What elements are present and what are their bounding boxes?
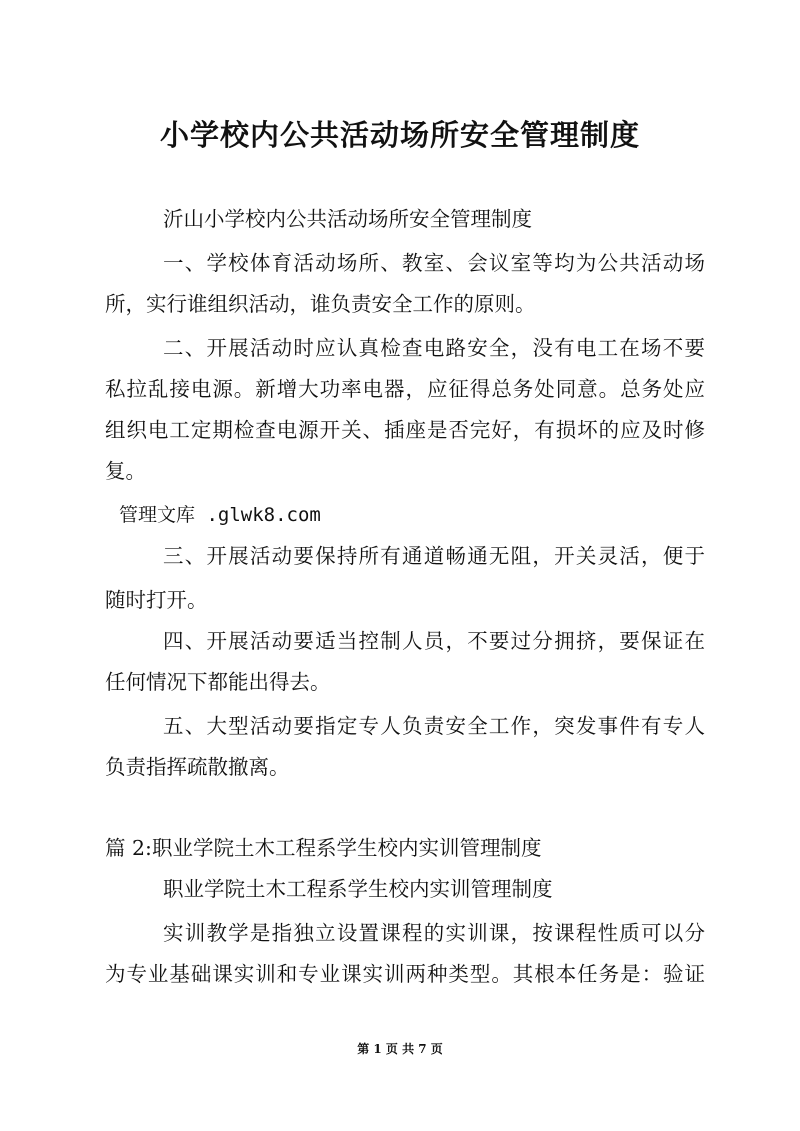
text-line: 三、开展活动要保持所有通道畅通无阻，开关灵活，便于 [163,544,705,568]
text-line: 复。 [105,459,146,483]
section-heading: 篇 2:职业学院土木工程系学生校内实训管理制度 [105,836,542,860]
text-line: 四、开展活动要适当控制人员，不要过分拥挤，要保证在 [163,629,705,653]
page-number: 第 1 页 共 7 页 [357,1042,443,1056]
text-line: 私拉乱接电源。新增大功率电器，应征得总务处同意。总务处应 [105,377,705,401]
text-line: 组织电工定期检查电源开关、插座是否完好，有损坏的应及时修 [105,418,705,442]
text-line: 一、学校体育活动场所、教室、会议室等均为公共活动场 [163,251,705,275]
text-line: 职业学院土木工程系学生校内实训管理制度 [163,877,553,901]
text-line: 二、开展活动时应认真检查电路安全，没有电工在场不要 [163,336,705,360]
document-title: 小学校内公共活动场所安全管理制度 [159,118,640,152]
text-line: 随时打开。 [105,588,208,612]
text-line: 所，实行谁组织活动，谁负责安全工作的原则。 [105,292,536,316]
watermark-text: 管理文库 .glwk8.com [119,504,321,526]
text-line: 负责指挥疏散撤离。 [105,755,290,779]
text-line: 为专业基础课实训和专业课实训两种类型。其根本任务是：验证 [105,962,705,986]
text-line: 五、大型活动要指定专人负责安全工作，突发事件有专人 [163,714,705,738]
text-line: 沂山小学校内公共活动场所安全管理制度 [163,207,532,231]
text-line: 实训教学是指独立设置课程的实训课，按课程性质可以分 [163,921,705,945]
text-line: 任何情况下都能出得去。 [105,670,331,694]
